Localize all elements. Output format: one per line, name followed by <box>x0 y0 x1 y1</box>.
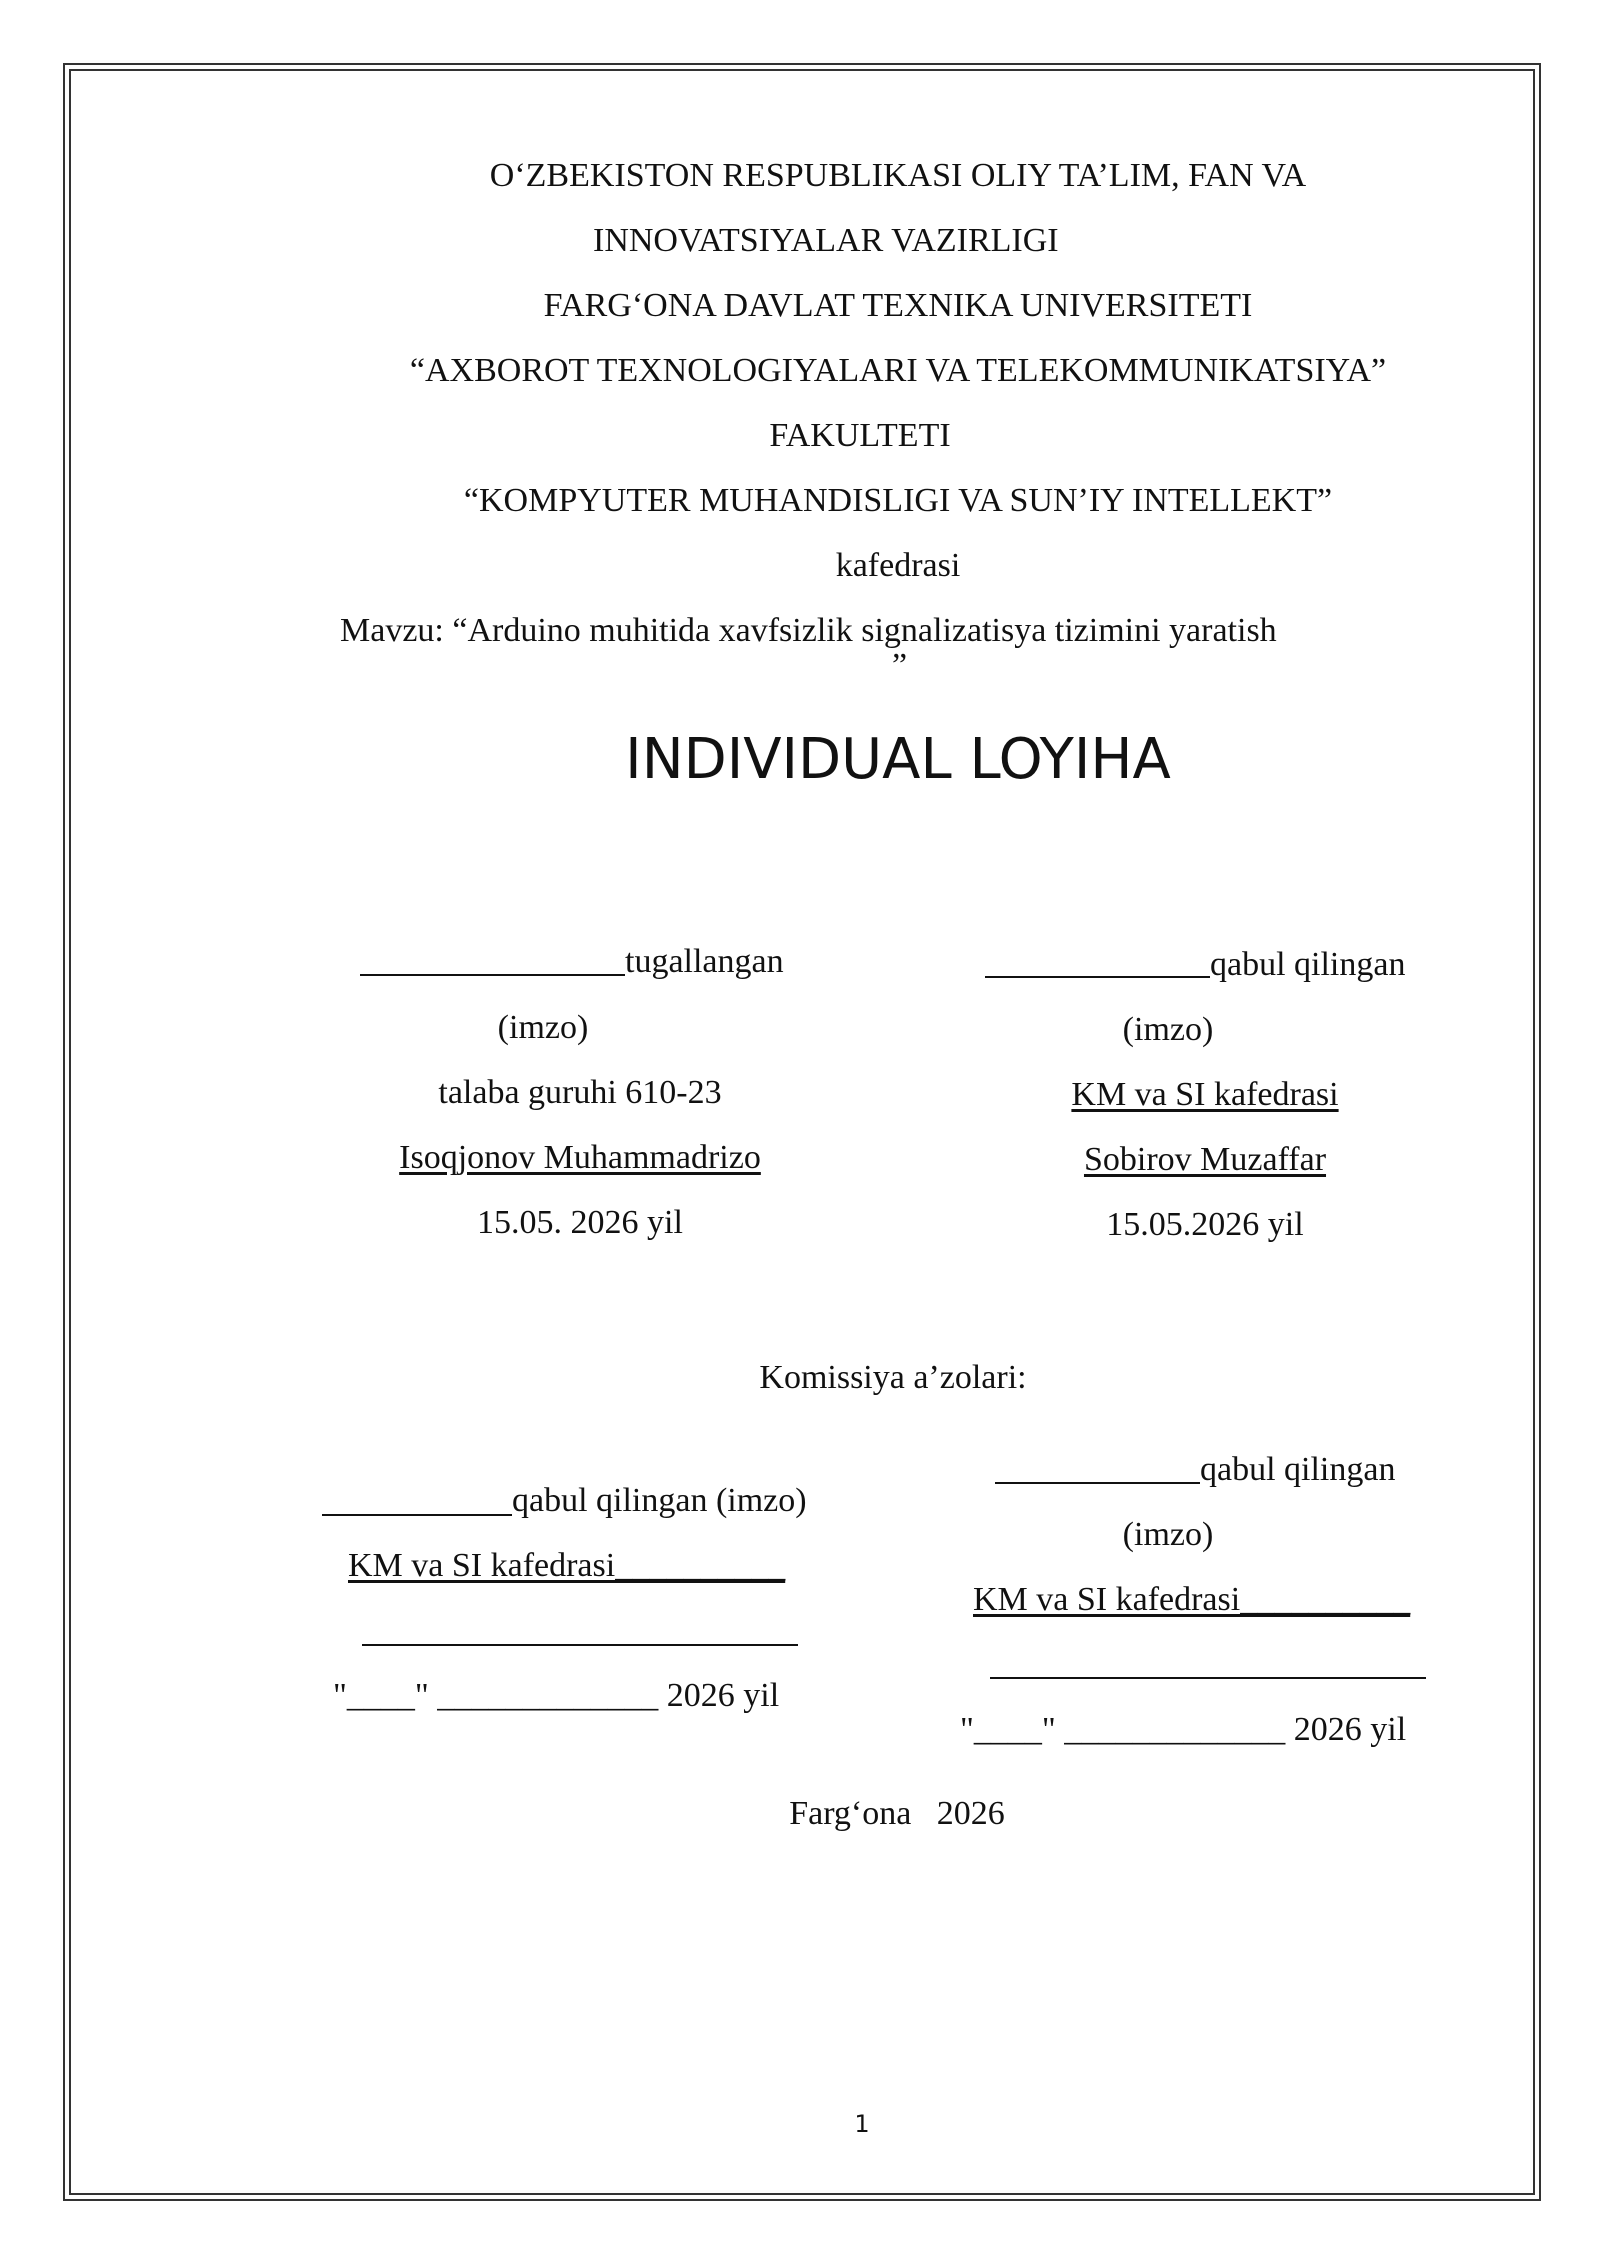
university-name: FARG‘ONA DAVLAT TEXNIKA UNIVERSITETI <box>543 287 1253 324</box>
commission-right-signature-label: (imzo) <box>1122 1516 1214 1553</box>
commission-left-date: "____" _____________ 2026 yil <box>333 1677 780 1714</box>
supervisor-department: KM va SI kafedrasi <box>1071 1076 1339 1113</box>
document-title: INDIVIDUAL LOYIHA <box>625 727 1171 792</box>
student-group: talaba guruhi 610-23 <box>438 1074 722 1111</box>
commission-right-status: qabul qilingan <box>1200 1451 1396 1488</box>
student-signature-label: (imzo) <box>497 1009 589 1046</box>
ministry-line-1: O‘ZBEKISTON RESPUBLIKASI OLIY TA’LIM, FAN VA <box>489 157 1307 194</box>
supervisor-signature-label: (imzo) <box>1122 1011 1214 1048</box>
commission-heading: Komissiya a’zolari: <box>759 1359 1027 1396</box>
department-line-1: “KOMPYUTER MUHANDISLIGI VA SUN’IY INTELLEKT” <box>463 482 1333 519</box>
topic-line-2: ” <box>892 647 908 684</box>
signature-line-commission-left <box>322 1514 512 1516</box>
supervisor-date: 15.05.2026 yil <box>1106 1206 1304 1243</box>
commission-right-date: "____" _____________ 2026 yil <box>960 1711 1407 1748</box>
city-year: Farg‘ona 2026 <box>789 1795 1005 1832</box>
signature-line-commission-right <box>995 1482 1200 1484</box>
student-name: Isoqjonov Muhammadrizo <box>399 1139 761 1176</box>
ministry-line-2: INNOVATSIYALAR VAZIRLIGI <box>593 222 1059 259</box>
faculty-line-1: “AXBOROT TEXNOLOGIYALARI VA TELEKOMMUNIKATSIYA” <box>409 352 1387 389</box>
faculty-line-2: FAKULTETI <box>769 417 951 454</box>
page-number: 1 <box>854 2110 870 2138</box>
commission-left-name-line <box>362 1644 798 1646</box>
supervisor-status: qabul qilingan <box>1210 946 1406 983</box>
signature-line-student <box>360 974 625 976</box>
student-date: 15.05. 2026 yil <box>477 1204 683 1241</box>
student-status: tugallangan <box>625 943 784 980</box>
signature-line-supervisor <box>985 976 1210 978</box>
supervisor-name: Sobirov Muzaffar <box>1083 1141 1327 1178</box>
commission-right-department: KM va SI kafedrasi__________ <box>973 1581 1411 1618</box>
commission-left-department: KM va SI kafedrasi__________ <box>348 1547 786 1584</box>
commission-left-status: qabul qilingan (imzo) <box>512 1482 807 1519</box>
department-line-2: kafedrasi <box>835 547 961 584</box>
topic-line-1: Mavzu: “Arduino muhitida xavfsizlik signalizatisya tizimini yaratish <box>340 612 1277 649</box>
commission-right-name-line <box>990 1677 1426 1679</box>
